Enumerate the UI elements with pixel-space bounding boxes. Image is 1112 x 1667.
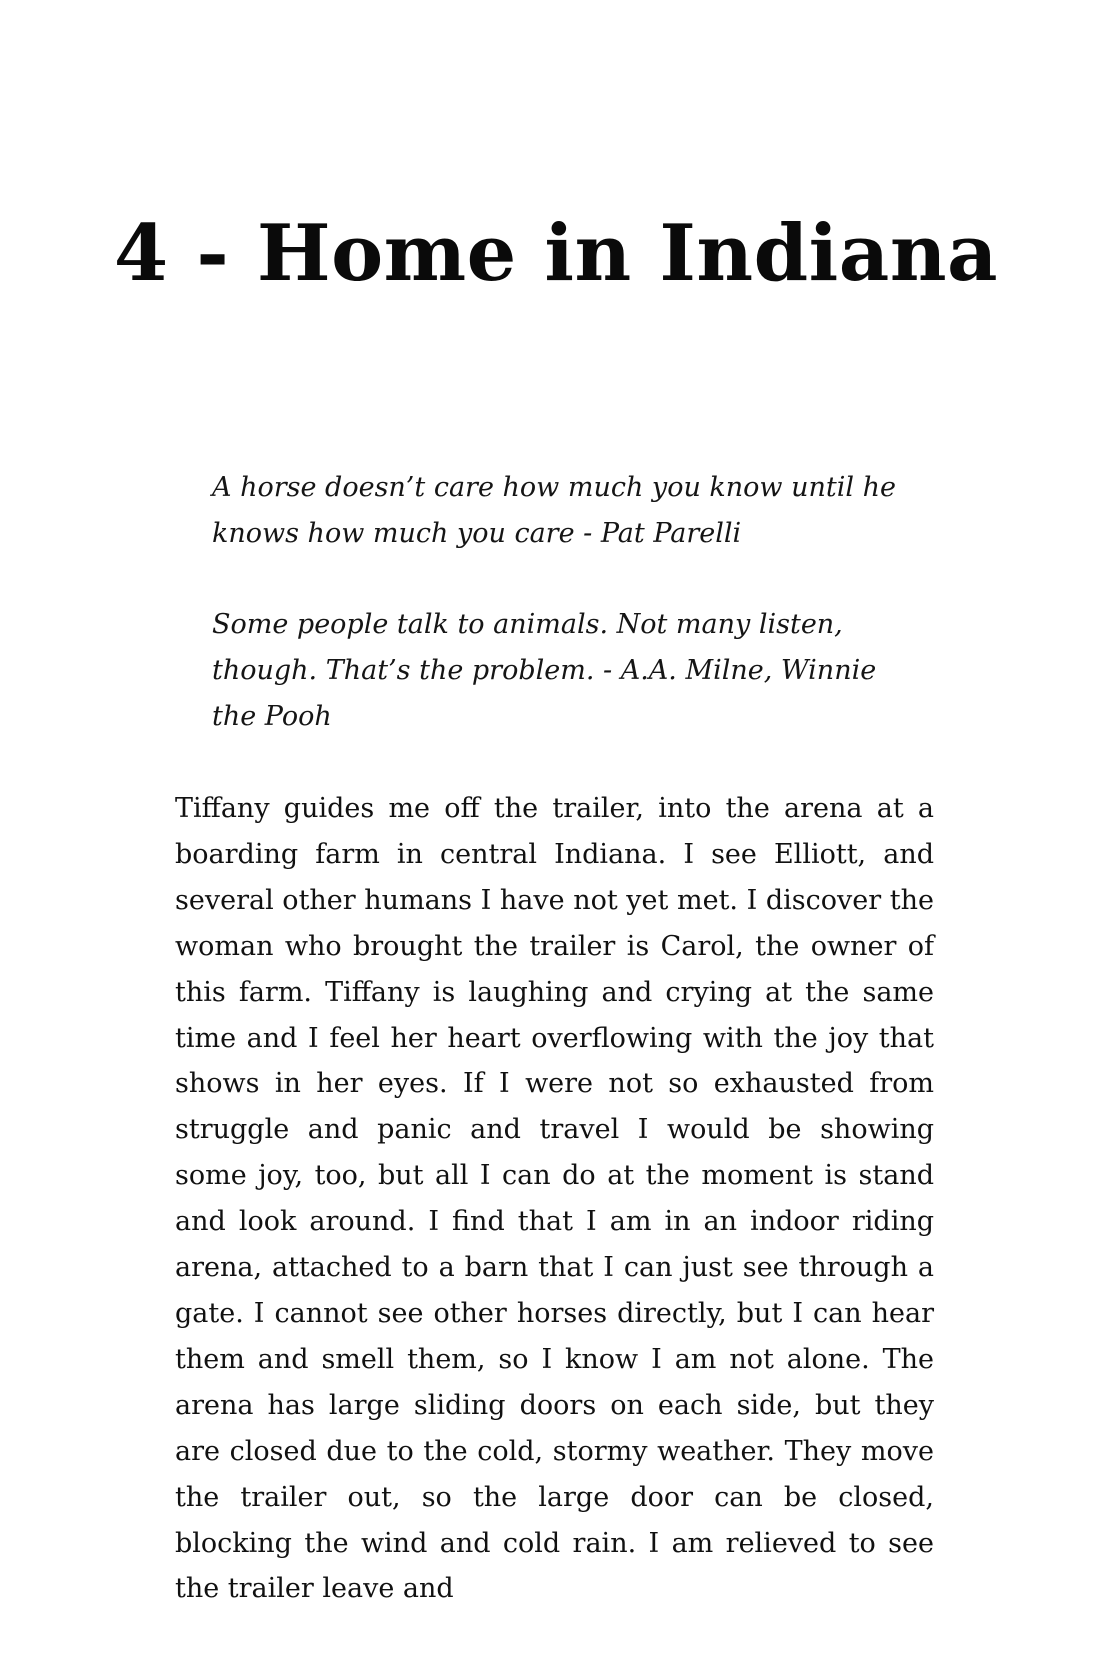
- chapter-title: 4 - Home in Indiana: [113, 208, 999, 299]
- epigraph-quote-parelli: A horse doesn’t care how much you know until he knows how much you care - Pat Parelli: [212, 472, 896, 549]
- body-paragraph: Tiffany guides me off the trailer, into the arena at a boarding farm in central Indiana. I see Elliott, and several other humans I have not yet met. I discover the woman who brought the trailer is Carol, the owner of this farm. Tiffany is laughing and crying at the same time and I feel her heart overflowing with the joy that shows in her eyes. If I were not so exhausted from struggle and panic and travel I would be showing some joy, too, but all I can do at the moment is stand and look around. I find that I am in an indoor riding arena, attached to a barn that I can just see through a gate. I cannot see other horses directly, but I can hear them and smell them, so I know I am not alone. The arena has large sliding doors on each side, but they are closed due to the cold, stormy weather. They move the trailer out, so the large door can be closed, blocking the wind and cold rain. I am relieved to see the trailer leave and: [175, 793, 934, 1605]
- epigraph-quote-milne: Some people talk to animals. Not many listen, though. That’s the problem. - A.A. Milne, Winnie the Pooh: [212, 609, 877, 732]
